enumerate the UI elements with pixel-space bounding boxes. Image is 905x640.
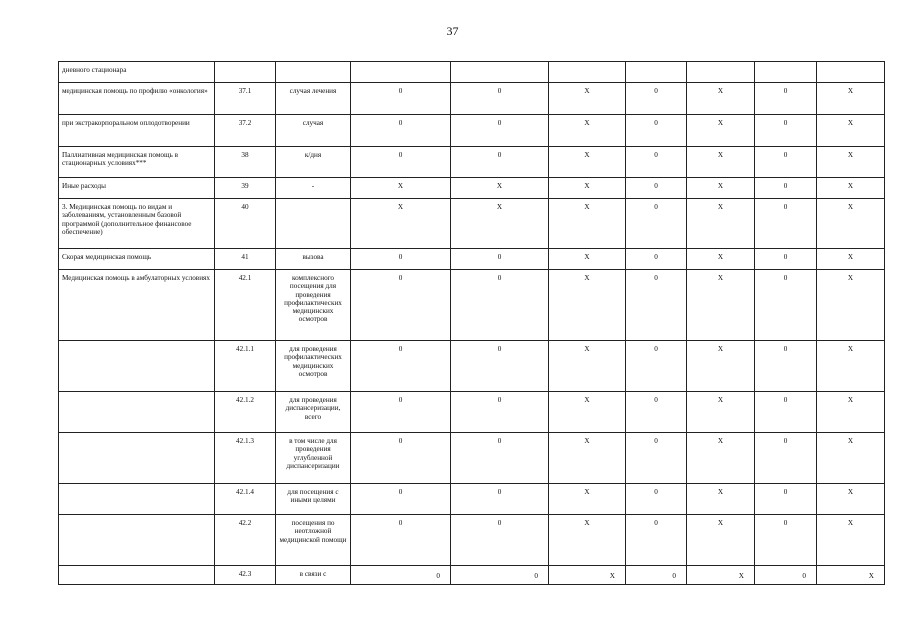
value-cell: X [687, 433, 755, 484]
unit-cell: для посещения с иными целями [276, 484, 351, 515]
value-cell: 0 [351, 433, 451, 484]
value-cell: 0 [451, 270, 549, 341]
table-row [59, 341, 885, 392]
value-cell: 0 [451, 249, 549, 270]
value-cell: 0 [351, 147, 451, 178]
value-cell: 0 [626, 83, 687, 115]
value-cell: 0 [755, 249, 817, 270]
value-cell: 0 [351, 392, 451, 433]
row-number-cell: 40 [215, 199, 276, 249]
value-cell: X [549, 83, 626, 115]
value-cell: X [687, 341, 755, 392]
value-cell: 0 [351, 341, 451, 392]
row-number-cell: 42.1.4 [215, 484, 276, 515]
unit-cell: посещения по неотложной медицинской помощи [276, 515, 351, 566]
value-cell: X [687, 115, 755, 147]
value-cell: X [687, 249, 755, 270]
row-number-cell: 38 [215, 147, 276, 178]
value-cell [755, 62, 817, 83]
value-cell: X [687, 392, 755, 433]
value-cell: 0 [626, 484, 687, 515]
unit-cell: для проведения диспансеризации, всего [276, 392, 351, 433]
value-cell: 0 [755, 147, 817, 178]
value-cell: X [817, 566, 885, 585]
unit-cell: вызова [276, 249, 351, 270]
unit-cell: в том числе для проведения углубленной диспансеризации [276, 433, 351, 484]
value-cell: X [817, 249, 885, 270]
value-cell: 0 [755, 484, 817, 515]
value-cell: 0 [755, 566, 817, 585]
value-cell: X [817, 484, 885, 515]
row-number-cell: 42.1.2 [215, 392, 276, 433]
value-cell: 0 [451, 433, 549, 484]
value-cell: 0 [626, 566, 687, 585]
value-cell: X [549, 249, 626, 270]
value-cell: 0 [451, 515, 549, 566]
value-cell: 0 [626, 249, 687, 270]
table-row [59, 199, 885, 249]
value-cell: 0 [755, 433, 817, 484]
unit-cell: комплексного посещения для проведения профилактических медицинских осмотров [276, 270, 351, 341]
value-cell: X [817, 515, 885, 566]
value-cell: 0 [755, 392, 817, 433]
value-cell: X [687, 178, 755, 199]
value-cell: X [817, 392, 885, 433]
table-row [59, 270, 885, 341]
table-row [59, 115, 885, 147]
value-cell: 0 [626, 115, 687, 147]
value-cell: 0 [451, 115, 549, 147]
value-cell: X [549, 147, 626, 178]
value-cell: X [549, 433, 626, 484]
value-cell: 0 [351, 83, 451, 115]
value-cell: X [549, 270, 626, 341]
table-row [59, 178, 885, 199]
row-number-cell: 42.3 [215, 566, 276, 585]
row-name-cell: Паллиативная медицинская помощь в стационарных условиях*** [59, 147, 215, 178]
value-cell: 0 [451, 341, 549, 392]
row-name-cell: медицинская помощь по профилю «онкология» [59, 83, 215, 115]
value-cell: X [549, 199, 626, 249]
value-cell: X [549, 566, 626, 585]
value-cell: X [687, 515, 755, 566]
unit-cell: к/дня [276, 147, 351, 178]
value-cell [549, 62, 626, 83]
row-number-cell: 42.1.1 [215, 341, 276, 392]
value-cell [451, 62, 549, 83]
value-cell: 0 [755, 270, 817, 341]
value-cell: X [687, 566, 755, 585]
table-row [59, 62, 885, 83]
unit-cell: случая лечения [276, 83, 351, 115]
value-cell: X [817, 83, 885, 115]
value-cell: X [351, 178, 451, 199]
value-cell: X [687, 83, 755, 115]
row-number-cell: 41 [215, 249, 276, 270]
row-name-cell [59, 341, 215, 392]
value-cell: X [817, 115, 885, 147]
row-name-cell [59, 484, 215, 515]
value-cell: X [817, 270, 885, 341]
value-cell: 0 [451, 484, 549, 515]
table-row [59, 566, 885, 585]
value-cell: X [549, 515, 626, 566]
value-cell: 0 [755, 115, 817, 147]
value-cell: 0 [351, 270, 451, 341]
value-cell [687, 62, 755, 83]
row-number-cell: 39 [215, 178, 276, 199]
value-cell [626, 62, 687, 83]
value-cell: 0 [755, 515, 817, 566]
value-cell: 0 [351, 249, 451, 270]
value-cell: X [687, 270, 755, 341]
value-cell: 0 [351, 484, 451, 515]
row-name-cell [59, 566, 215, 585]
value-cell: X [351, 199, 451, 249]
table-row [59, 433, 885, 484]
value-cell: 0 [755, 199, 817, 249]
table-body [59, 62, 885, 585]
value-cell: 0 [451, 147, 549, 178]
row-name-cell: дневного стационара [59, 62, 215, 83]
value-cell [351, 62, 451, 83]
value-cell: X [687, 199, 755, 249]
value-cell: 0 [626, 199, 687, 249]
value-cell: 0 [351, 515, 451, 566]
value-cell: X [817, 199, 885, 249]
value-cell: X [817, 433, 885, 484]
row-number-cell: 42.1.3 [215, 433, 276, 484]
value-cell: 0 [755, 178, 817, 199]
row-name-cell: Медицинская помощь в амбулаторных условиях [59, 270, 215, 341]
value-cell: X [549, 392, 626, 433]
row-number-cell: 42.1 [215, 270, 276, 341]
value-cell: 0 [626, 147, 687, 178]
row-name-cell: Иные расходы [59, 178, 215, 199]
value-cell: X [817, 178, 885, 199]
row-name-cell [59, 392, 215, 433]
value-cell: X [549, 341, 626, 392]
unit-cell: для проведения профилактических медицинских осмотров [276, 341, 351, 392]
value-cell: X [549, 115, 626, 147]
value-cell: X [687, 147, 755, 178]
row-name-cell [59, 433, 215, 484]
row-name-cell: 3. Медицинская помощь по видам и заболеваниям, установленным базовой программой (дополнительное финансовое обеспечение) [59, 199, 215, 249]
value-cell: 0 [626, 341, 687, 392]
row-number-cell: 37.1 [215, 83, 276, 115]
row-name-cell [59, 515, 215, 566]
table-row [59, 515, 885, 566]
value-cell: 0 [351, 566, 451, 585]
data-table [58, 61, 885, 585]
value-cell: X [817, 147, 885, 178]
value-cell: 0 [451, 392, 549, 433]
value-cell: 0 [451, 83, 549, 115]
value-cell: X [549, 178, 626, 199]
value-cell: 0 [626, 392, 687, 433]
unit-cell: случая [276, 115, 351, 147]
table-row [59, 484, 885, 515]
row-name-cell: при экстракорпоральном оплодотворении [59, 115, 215, 147]
table-row [59, 147, 885, 178]
row-number-cell: 37.2 [215, 115, 276, 147]
value-cell: 0 [451, 566, 549, 585]
value-cell: 0 [755, 341, 817, 392]
value-cell: 0 [626, 433, 687, 484]
value-cell: X [451, 178, 549, 199]
value-cell: X [817, 341, 885, 392]
table-row [59, 392, 885, 433]
value-cell: X [687, 484, 755, 515]
unit-cell: в связи с [276, 566, 351, 585]
table-row [59, 83, 885, 115]
page-number: 37 [446, 24, 459, 38]
table-row [59, 249, 885, 270]
unit-cell: - [276, 178, 351, 199]
value-cell: X [451, 199, 549, 249]
value-cell: 0 [626, 178, 687, 199]
row-number-cell: 42.2 [215, 515, 276, 566]
value-cell: X [549, 484, 626, 515]
unit-cell [276, 199, 351, 249]
unit-cell [276, 62, 351, 83]
row-name-cell: Скорая медицинская помощь [59, 249, 215, 270]
value-cell: 0 [755, 83, 817, 115]
row-number-cell [215, 62, 276, 83]
value-cell: 0 [626, 270, 687, 341]
value-cell: 0 [351, 115, 451, 147]
value-cell [817, 62, 885, 83]
value-cell: 0 [626, 515, 687, 566]
